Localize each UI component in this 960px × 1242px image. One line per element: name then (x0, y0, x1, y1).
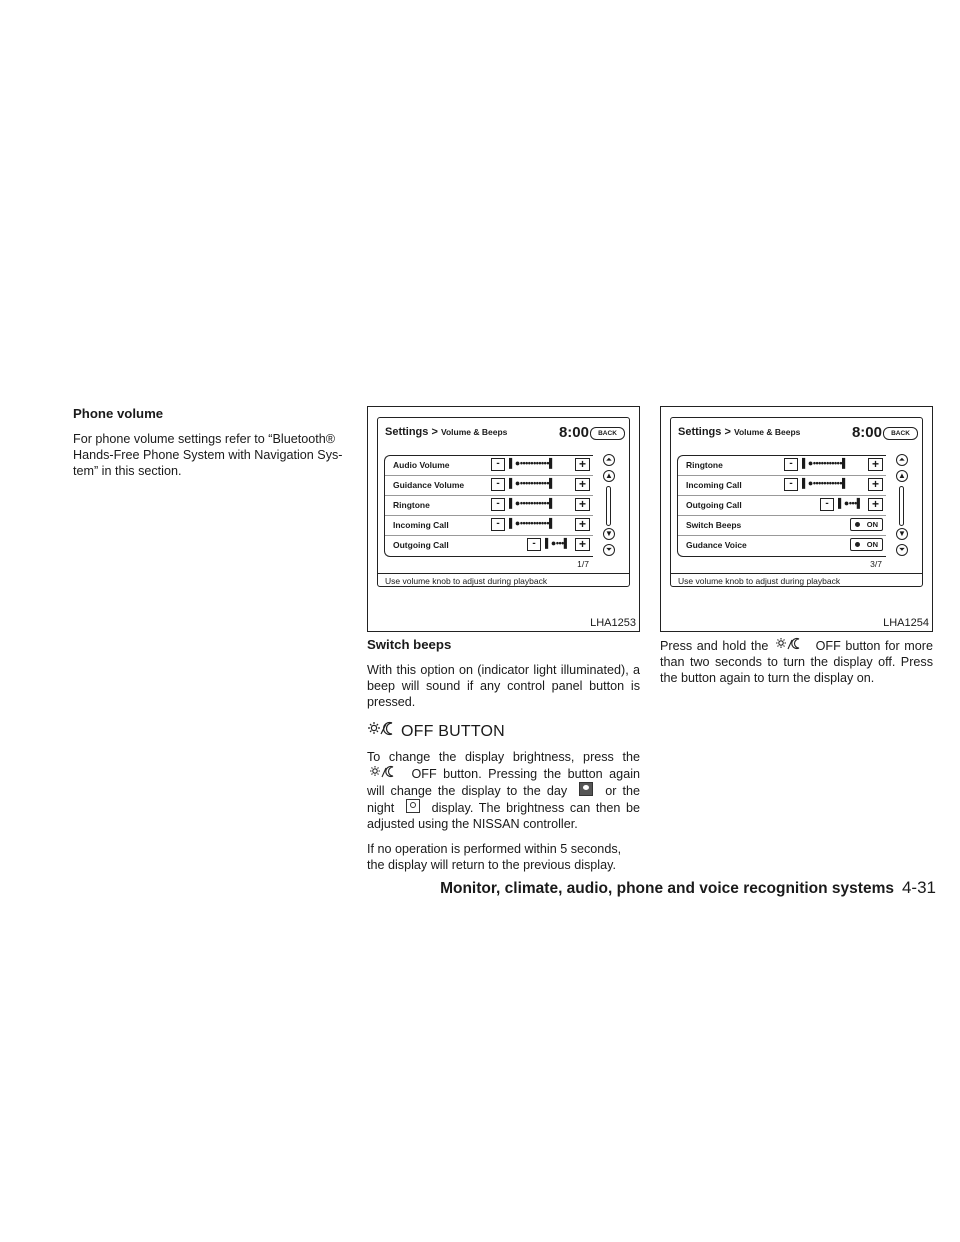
list-item[interactable]: Gudance Voice ON (678, 536, 886, 556)
figure-code: LHA1254 (883, 617, 929, 629)
scroll-down-icon[interactable]: ▼ (896, 528, 908, 540)
screen-header: Settings > Volume & Beeps (678, 426, 801, 438)
list-item[interactable]: Incoming Call - ▌●•••••••••••▌ + (678, 476, 886, 496)
timeout-text: If no operation is performed within 5 seconds, the display will return to the previous display. (367, 842, 622, 872)
switch-beeps-text: With this option on (indicator light illuminated), a beep will sound if any control panel button is pressed. (367, 663, 640, 709)
right-column (660, 637, 933, 695)
sun-moon-icon (367, 765, 405, 781)
screen-1 (377, 417, 630, 587)
left-column (73, 406, 349, 488)
list-item[interactable]: Audio Volume - ▌●•••••••••••▌ + (385, 456, 593, 476)
minus-icon[interactable]: - (527, 538, 541, 551)
day-mode-icon (579, 782, 593, 796)
back-button[interactable]: BACK (883, 427, 918, 440)
scroll-up-icon[interactable]: ▲ (896, 470, 908, 482)
on-toggle[interactable]: ON (850, 518, 883, 531)
plus-icon[interactable]: + (868, 458, 883, 471)
screen-hint: Use volume knob to adjust during playback (678, 576, 841, 586)
minus-icon[interactable]: - (491, 458, 505, 471)
list-item[interactable]: Guidance Volume - ▌●•••••••••••▌ + (385, 476, 593, 496)
screen-hint: Use volume knob to adjust during playback (385, 576, 548, 586)
off-button-text: To change the display brightness, press the OFF button. Pressing the button again will change the display to the day or the night display. The brightness can then be adjusted using the NISSAN controller. (367, 750, 641, 831)
night-mode-icon (406, 799, 420, 813)
clock: 8:00 (558, 424, 589, 441)
scroll-up-icon[interactable]: ▲ (603, 470, 615, 482)
sun-moon-icon (367, 720, 401, 738)
minus-icon[interactable]: - (784, 478, 798, 491)
minus-icon[interactable]: - (784, 458, 798, 471)
back-button[interactable]: BACK (590, 427, 625, 440)
minus-icon[interactable]: - (491, 478, 505, 491)
screen-2 (670, 417, 923, 587)
page-number: 4-31 (901, 878, 936, 897)
settings-list (677, 455, 886, 557)
scroll-down-icon[interactable]: ▼ (603, 528, 615, 540)
list-item[interactable]: Switch Beeps ON (678, 516, 886, 536)
plus-icon[interactable]: + (575, 518, 590, 531)
middle-column (367, 637, 640, 882)
scroll-track[interactable] (606, 486, 611, 526)
sun-moon-icon (773, 637, 811, 653)
list-item[interactable]: Outgoing Call - ▌●•••▌ + (678, 496, 886, 516)
page-indicator: 3/7 (870, 559, 882, 569)
scrollbar[interactable] (894, 452, 916, 554)
figure-volume-beeps-3 (660, 406, 933, 632)
page-footer (440, 878, 936, 898)
plus-icon[interactable]: + (575, 458, 590, 471)
plus-icon[interactable]: + (575, 498, 590, 511)
off-button-heading: OFF BUTTON (367, 720, 640, 740)
plus-icon[interactable]: + (868, 498, 883, 511)
on-toggle[interactable]: ON (850, 538, 883, 551)
chapter-title: Monitor, climate, audio, phone and voice recognition systems (440, 880, 894, 897)
page-indicator: 1/7 (577, 559, 589, 569)
minus-icon[interactable]: - (491, 498, 505, 511)
scroll-bottom-icon[interactable]: ⏷ (896, 544, 908, 556)
scroll-bottom-icon[interactable]: ⏷ (603, 544, 615, 556)
list-item[interactable]: Outgoing Call - ▌●•••▌ + (385, 536, 593, 556)
minus-icon[interactable]: - (491, 518, 505, 531)
settings-list (384, 455, 593, 557)
plus-icon[interactable]: + (575, 478, 590, 491)
list-item[interactable]: Incoming Call - ▌●•••••••••••▌ + (385, 516, 593, 536)
switch-beeps-heading: Switch beeps (367, 637, 452, 652)
phone-volume-heading: Phone volume (73, 406, 164, 421)
screen-header: Settings > Volume & Beeps (385, 426, 508, 438)
phone-volume-text: For phone volume settings refer to “Bluetooth® Hands-Free Phone System with Navigation Sys-tem” in this section. (73, 432, 343, 478)
scroll-top-icon[interactable]: ⏶ (896, 454, 908, 466)
minus-icon[interactable]: - (820, 498, 834, 511)
plus-icon[interactable]: + (575, 538, 590, 551)
figure-code: LHA1253 (590, 617, 636, 629)
plus-icon[interactable]: + (868, 478, 883, 491)
scrollbar[interactable] (601, 452, 623, 554)
scroll-track[interactable] (899, 486, 904, 526)
list-item[interactable]: Ringtone - ▌●•••••••••••▌ + (678, 456, 886, 476)
list-item[interactable]: Ringtone - ▌●•••••••••••▌ + (385, 496, 593, 516)
scroll-top-icon[interactable]: ⏶ (603, 454, 615, 466)
display-off-text: Press and hold the OFF button for more than two seconds to turn the display off. Press the button again to turn the display on. (660, 639, 933, 685)
figure-volume-beeps-1 (367, 406, 640, 632)
clock: 8:00 (851, 424, 882, 441)
